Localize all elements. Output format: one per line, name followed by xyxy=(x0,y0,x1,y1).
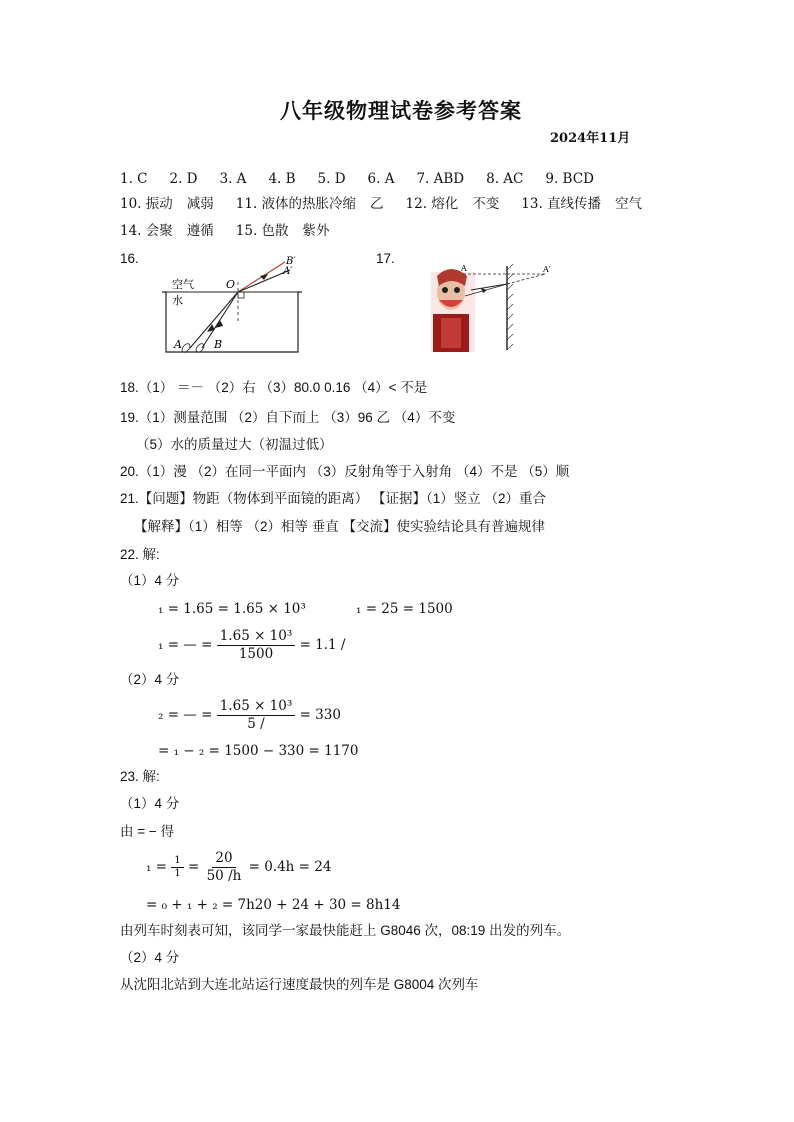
q22-eq4: = ₁ − ₂ = 1500 − 330 = 1170 xyxy=(158,743,359,759)
q20-answer: 20.（1）漫 （2）在同一平面内 （3）反射角等于入射角 （4）不是 （5）顺 xyxy=(120,464,570,479)
q22-part2: （2）4 分 xyxy=(120,672,180,687)
q21-answer-line2: 【解释】（1）相等 （2）相等 垂直 【交流】使实验结论具有普遍规律 xyxy=(134,519,546,534)
q22-eq2 xyxy=(158,628,345,663)
q23-conclusion1: 由列车时刻表可知，该同学一家最快能赶上 G8046 次，08:19 出发的列车。 xyxy=(120,923,571,938)
point-a-prime-label: A′ xyxy=(543,265,551,274)
q22-eq1a: ₁ = 1.65 = 1.65 × 10³ xyxy=(158,601,306,617)
q22-eq3-rhs: = 330 xyxy=(299,707,341,723)
q22-heading: 22. 解: xyxy=(120,547,160,562)
point-b-label: B xyxy=(214,338,223,351)
fill-answer: 减弱 xyxy=(186,196,214,212)
q23-part2: （2）4 分 xyxy=(120,950,180,965)
point-a-label: A xyxy=(461,264,467,273)
page-title: 八年级物理试卷参考答案 xyxy=(280,98,522,123)
choice-answer: 2. D xyxy=(169,171,198,187)
fill-answer: 15. 色散 xyxy=(235,223,289,239)
fraction-denominator: 50 /h xyxy=(206,868,242,884)
q22-eq3-fraction xyxy=(217,698,296,733)
q23-eq1-rhs: = 0.4h = 24 xyxy=(248,859,332,875)
q23-eq1-lhs: ₁ = xyxy=(146,859,172,875)
fraction-denominator: 5 / xyxy=(247,716,265,732)
q22-eq2-rhs: = 1.1 / xyxy=(299,637,346,653)
choice-answers xyxy=(120,170,594,188)
q17-number: 17. xyxy=(376,251,395,266)
fraction-numerator: 1.65 × 10³ xyxy=(217,628,296,646)
fraction-numerator: 1 xyxy=(171,855,183,868)
q23-eq1: ₁ = $\frac{1}{1}$ = $\frac{20}{50 /h}$ = 0.4h = 24 xyxy=(146,850,332,884)
q18-answer: 18.（1） ＝－ （2）右 （3）80.0 0.16 （4）< 不是 xyxy=(120,380,428,395)
refraction-diagram xyxy=(160,252,310,356)
q23-part1: （1）4 分 xyxy=(120,796,180,811)
fraction-denominator: 1 xyxy=(174,868,181,879)
q19-answer-line1: 19.（1）测量范围 （2）自下而上 （3）96 乙 （4）不变 xyxy=(120,410,456,425)
fraction-numerator: 1.65 × 10³ xyxy=(217,698,296,716)
q21-answer-line1: 21.【问题】物距（物体到平面镜的距离） 【证据】（1）竖立 （2）重合 xyxy=(120,491,547,506)
point-a-prime-label: A′ xyxy=(283,266,293,277)
fill-answer: 乙 xyxy=(370,196,384,212)
q22-eq3 xyxy=(158,698,341,733)
fill-blanks-line2 xyxy=(120,222,330,240)
q19-answer-line2: （5）水的质量过大（初温过低） xyxy=(136,437,333,452)
fill-answer: 13. 直线传播 xyxy=(521,196,602,212)
fraction-numerator: 20 xyxy=(212,850,235,868)
q22-eq3-lhs: ₂ = — = xyxy=(158,707,213,723)
air-label: 空气 xyxy=(172,278,194,291)
mirror-diagram xyxy=(425,262,565,354)
fill-answer: 10. 振动 xyxy=(120,196,173,212)
choice-answer: 3. A xyxy=(219,171,247,187)
q23-heading: 23. 解: xyxy=(120,769,160,784)
q22-eq1b: ₁ = 25 = 1500 xyxy=(356,601,453,617)
fill-answer: 11. 液体的热胀冷缩 xyxy=(235,196,357,212)
point-o-label: O xyxy=(226,278,236,291)
fill-answer: 12. 熔化 xyxy=(405,196,459,212)
fill-answer: 不变 xyxy=(472,196,500,212)
choice-answer: 9. BCD xyxy=(545,171,594,187)
q23-conclusion2: 从沈阳北站到大连北站运行速度最快的列车是 G8004 次列车 xyxy=(120,977,479,992)
choice-answer: 4. B xyxy=(268,171,296,187)
date-label: 2024年11月 xyxy=(550,131,631,146)
q22-eq2-lhs: ₁ = — = xyxy=(158,637,213,653)
choice-answer: 6. A xyxy=(367,171,395,187)
q23-eq1-small-fraction xyxy=(171,855,183,880)
point-b-prime-label: B′ xyxy=(286,256,296,267)
choice-answer: 8. AC xyxy=(486,171,524,187)
water-label: 水 xyxy=(172,294,183,307)
choice-answer: 1. C xyxy=(120,171,148,187)
fill-answer: 紫外 xyxy=(302,223,330,239)
fill-blanks-line1 xyxy=(120,195,642,213)
fill-answer: 遵循 xyxy=(186,223,214,239)
q16-number: 16. xyxy=(120,251,139,266)
fill-answer: 14. 会聚 xyxy=(120,223,173,239)
q23-eq1-fraction xyxy=(204,850,245,885)
q23-eq2: = ₀ + ₁ + ₂ = 7h20 + 24 + 30 = 8h14 xyxy=(146,897,401,913)
q22-eq2-fraction xyxy=(217,628,296,663)
point-a-label: A xyxy=(174,338,182,351)
choice-answer: 7. ABD xyxy=(416,171,465,187)
choice-answer: 5. D xyxy=(317,171,346,187)
fraction-denominator: 1500 xyxy=(238,646,274,662)
q22-part1: （1）4 分 xyxy=(120,573,180,588)
fill-answer: 空气 xyxy=(615,196,643,212)
q23-given: 由 = − 得 xyxy=(120,824,175,839)
